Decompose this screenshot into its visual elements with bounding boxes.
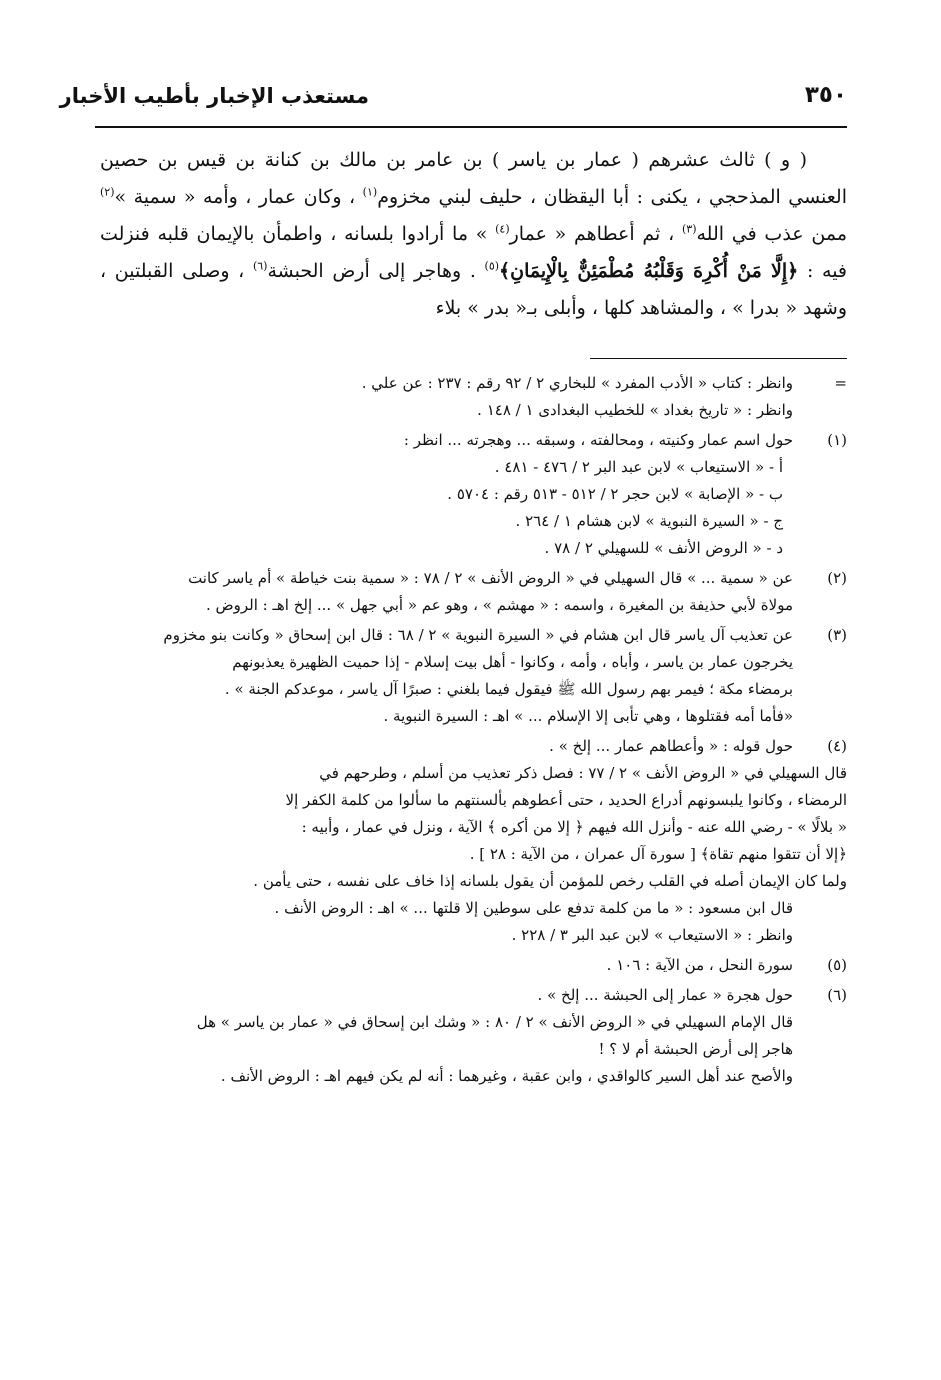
footnote-number: (٤) <box>827 737 847 755</box>
header-rule <box>95 126 847 128</box>
footnote-separator <box>590 358 847 359</box>
footnote-line: مولاة لأبي حذيفة بن المغيرة ، واسمه : « مهشم » ، وهو عم « أبي جهل » ... إلخ اهـ : الروض . <box>205 596 793 614</box>
footnote-line: هاجر إلى أرض الحبشة أم لا ؟ ! <box>598 1040 793 1058</box>
footnote-reference: د - « الروض الأنف » للسهيلي ٢ / ٧٨ . <box>544 539 783 557</box>
quran-verse: ﴿إِلَّا مَنْ أُكْرِهَ وَقَلْبُهُ مُطْمَئِنٌّ بِالْإِيمَانِ﴾ <box>499 260 799 282</box>
footnote-number: (٣) <box>827 626 847 644</box>
page-header <box>59 78 847 128</box>
footnote-line: قال ابن مسعود : « ما من كلمة تدفع على سوطين إلا قلتها ... » اهـ : الروض الأنف . <box>274 899 793 917</box>
running-title: مستعذب الإخبار بأطيب الأخبار <box>59 84 369 108</box>
footnote-ref-4[interactable]: (٤) <box>495 222 510 236</box>
footnote-continued <box>100 370 847 424</box>
footnote-continued-marker: = <box>834 374 847 392</box>
footnote-line: « بلالًا » - رضي الله عنه - وأنزل الله فيهم ﴿ إلا من أكره ﴾ الآية ، ونزل في عمار ، وأبيه : <box>301 818 847 836</box>
main-paragraph: ( و ) ثالث عشرهم ( عمار بن ياسر ) بن عامر بن مالك بن كنانة بن قيس بن حصين العنسي المذحجي ، يكنى : أبا اليقظان ، حليف لبني مخزوم$^{(١)}$ ، وكان عمار ، وأمه « سمية »$^{(٢)}$ ممن عذب في الله$^{(٣)}$ ، ثم أعطاهم « عمار$^{(٤)}$ » ما أرادوا بلسانه ، واطمأن بالإيمان قلبه فنزلت فيه : ﴿إِلَّا مَنْ أُكْرِهَ وَقَلْبُهُ مُطْمَئِنٌّ بِالْإِيمَانِ﴾$^{(٥)}$ . وهاجر إلى أرض الحبشة$^{(٦)}$ ، وصلى القبلتين ، وشهد « بدرا » ، والمشاهد كلها ، وأبلى بـ« بدر » بلاء <box>100 149 848 319</box>
footnote-line: قال الإمام السهيلي في « الروض الأنف » ٢ / ٨٠ : « وشك ابن إسحاق في « عمار بن ياسر » هل <box>196 1013 793 1031</box>
footnote-line: عن « سمية ... » قال السهيلي في « الروض الأنف » ٢ / ٧٨ : « سمية بنت خياطة » أم ياسر كانت <box>188 569 793 587</box>
page-number: ٣٥٠ <box>804 82 847 108</box>
footnote-line: «فأما أمه فقتلوها ، وهي تأبى إلا الإسلام ... » اهـ : السيرة النبوية . <box>383 707 793 725</box>
footnote-line: والأصح عند أهل السير كالواقدي ، وابن عقبة ، وغيرهما : أنه لم يكن فيهم اهـ : الروض الأنف . <box>220 1067 793 1085</box>
footnote-line: وانظر : كتاب « الأدب المفرد » للبخاري ٢ / ٩٢ رقم : ٢٣٧ : عن علي . <box>361 374 793 392</box>
footnote-line: وانظر : « الاستيعاب » لابن عبد البر ٣ / ٢٢٨ . <box>511 926 793 944</box>
footnote-line: ولما كان الإيمان أصله في القلب رخص للمؤمن أن يقول بلسانه إذا خاف على نفسه ، حتى يأمن . <box>253 872 847 890</box>
main-text <box>100 142 847 327</box>
footnote-line: الرمضاء ، وكانوا يلبسونهم أدراع الحديد ، حتى أعطوهم بألسنتهم ما سألوا من كلمة الكفر إلا <box>285 791 847 809</box>
footnote-number: (٢) <box>827 569 847 587</box>
footnote-6 <box>100 982 847 1090</box>
footnote-ref-3[interactable]: (٣) <box>681 222 697 236</box>
footnote-ref-6[interactable]: (٦) <box>252 259 268 273</box>
footnote-ref-2[interactable]: (٢) <box>100 185 115 199</box>
footnote-number: (٥) <box>827 956 847 974</box>
footnote-ref-5[interactable]: (٥) <box>484 259 500 273</box>
footnote-reference: ب - « الإصابة » لابن حجر ٢ / ٥١٢ - ٥١٣ رقم : ٥٧٠٤ . <box>447 485 783 503</box>
footnote-line: حول هجرة « عمار إلى الحبشة ... إلخ » . <box>537 986 793 1004</box>
footnote-reference: ج - « السيرة النبوية » لابن هشام ١ / ٢٦٤ . <box>515 512 783 530</box>
footnote-line: يخرجون عمار بن ياسر ، وأباه ، وأمه ، وكانوا - أهل بيت إسلام - إذا حميت الظهيرة يعذبونهم <box>232 653 793 671</box>
footnote-1 <box>100 427 847 562</box>
footnote-2 <box>100 565 847 619</box>
footnote-4 <box>100 733 847 949</box>
footnote-line: وانظر : « تاريخ بغداد » للخطيب البغدادى ١ / ١٤٨ . <box>477 401 793 419</box>
footnote-number: (٦) <box>827 986 847 1004</box>
footnote-5 <box>100 952 847 979</box>
footnote-line: برمضاء مكة ؛ فيمر بهم رسول الله ﷺ فيقول فيما بلغني : صبرًا آل ياسر ، موعدكم الجنة » . <box>224 680 793 698</box>
footnote-line: عن تعذيب آل ياسر قال ابن هشام في « السيرة النبوية » ٢ / ٦٨ : قال ابن إسحاق « وكانت بنو مخزوم <box>163 626 793 644</box>
footnote-line: سورة النحل ، من الآية : ١٠٦ . <box>606 956 793 974</box>
footnote-number: (١) <box>827 431 847 449</box>
footnote-ref-1[interactable]: (١) <box>362 185 378 199</box>
footnote-line: حول اسم عمار وكنيته ، ومحالفته ، وسبقه ... وهجرته ... انظر : <box>403 431 793 449</box>
footnote-line: قال السهيلي في « الروض الأنف » ٢ / ٧٧ : فصل ذكر تعذيب من أسلم ، وطرحهم في <box>319 764 847 782</box>
footnote-3 <box>100 622 847 730</box>
footnote-reference: أ - « الاستيعاب » لابن عبد البر ٢ / ٤٧٦ - ٤٨١ . <box>494 458 783 476</box>
footnote-line: ﴿إلا أن تتقوا منهم تقاة﴾ [ سورة آل عمران ، من الآية : ٢٨ ] . <box>469 845 847 863</box>
footnote-line: حول قوله : « وأعطاهم عمار ... إلخ » . <box>549 737 793 755</box>
footnotes <box>100 370 847 1093</box>
